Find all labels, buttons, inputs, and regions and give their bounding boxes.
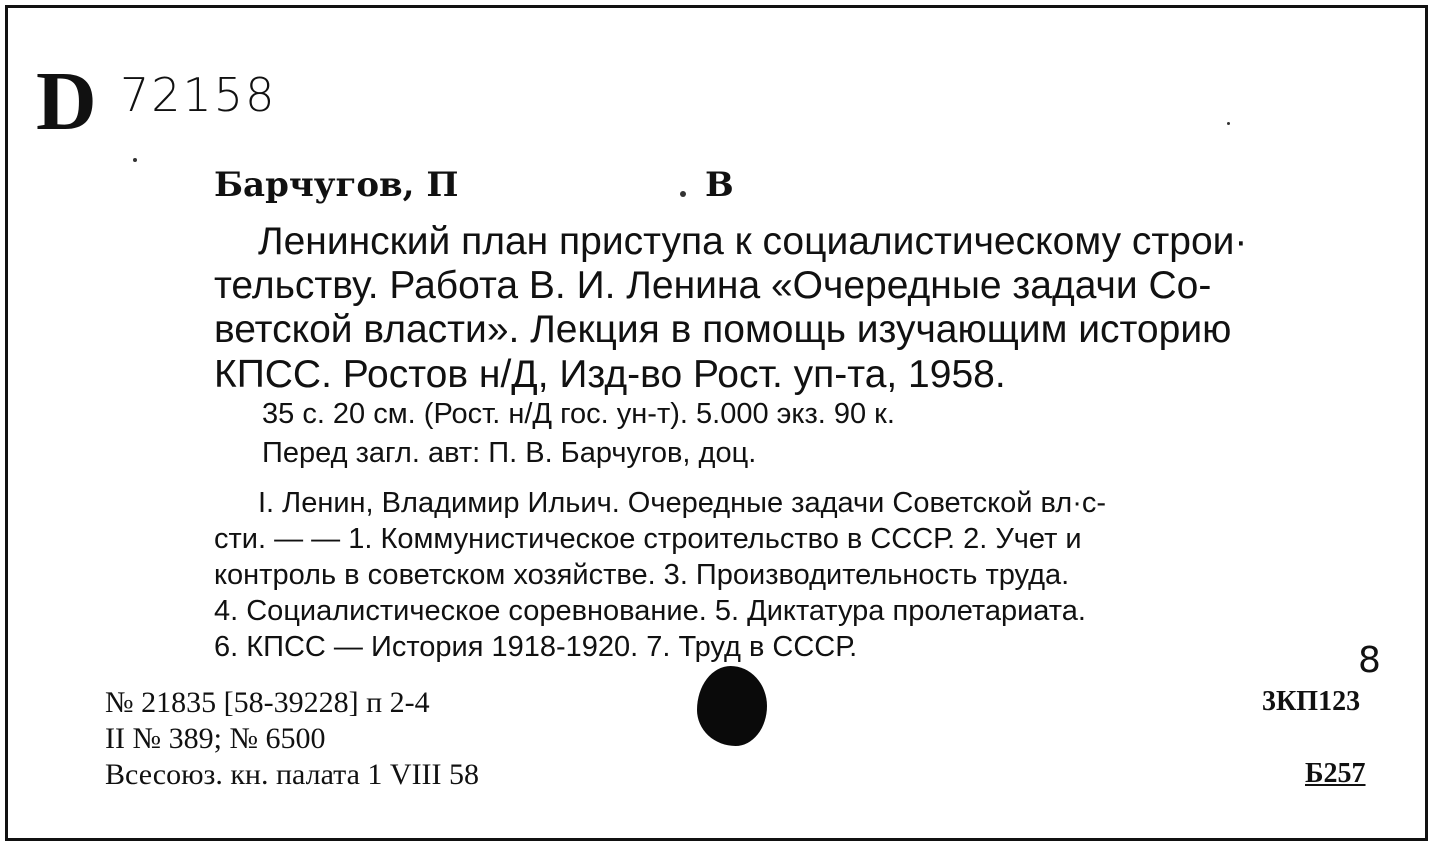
author-note: Перед загл. авт: П. В. Барчугов, доц.: [262, 437, 757, 469]
classification-code: 3КП123: [1262, 686, 1361, 717]
speck: [680, 191, 686, 197]
subject-line-1: I. Ленин, Владимир Ильич. Очередные задачи Советской вл·с-: [258, 487, 1107, 519]
title-line-3: ветской власти». Лекция в помощь изучающим историю: [214, 308, 1232, 351]
author-surname: Барчугов, П: [214, 165, 459, 205]
handwritten-call-number: 72158: [120, 68, 277, 122]
author-initial: В: [705, 165, 734, 205]
subject-line-4: 4. Социалистическое соревнование. 5. Диктатура пролетариата.: [214, 595, 1086, 627]
subject-line-2: сти. — — 1. Коммунистическое строительство в СССР. 2. Учет и: [214, 523, 1082, 555]
speck: [1227, 122, 1230, 125]
subject-line-3: контроль в советском хозяйстве. 3. Производительность труда.: [214, 559, 1070, 591]
physical-description: 35 с. 20 см. (Рост. н/Д гос. ун-т). 5.000 экз. 90 к.: [262, 398, 895, 430]
ink-blot: [697, 666, 767, 746]
footer-line-2: II № 389; № 6500: [105, 722, 326, 755]
title-line-4: КПСС. Ростов н/Д, Изд-во Рост. уп-та, 1958.: [214, 353, 1006, 396]
subject-line-5: 6. КПСС — История 1918-1920. 7. Труд в СССР.: [214, 631, 858, 663]
handwritten-mark: 8: [1358, 640, 1381, 681]
shelf-code: Б257: [1305, 758, 1366, 789]
footer-line-1: № 21835 [58-39228] п 2-4: [105, 686, 430, 719]
title-line-1: Ленинский план приступа к социалистическому строи·: [258, 220, 1248, 263]
catalog-letter-mark: D: [36, 55, 97, 148]
title-line-2: тельству. Работа В. И. Ленина «Очередные задачи Со-: [214, 264, 1212, 307]
footer-line-3: Всесоюз. кн. палата 1 VIII 58: [105, 758, 480, 791]
speck: [133, 158, 137, 162]
